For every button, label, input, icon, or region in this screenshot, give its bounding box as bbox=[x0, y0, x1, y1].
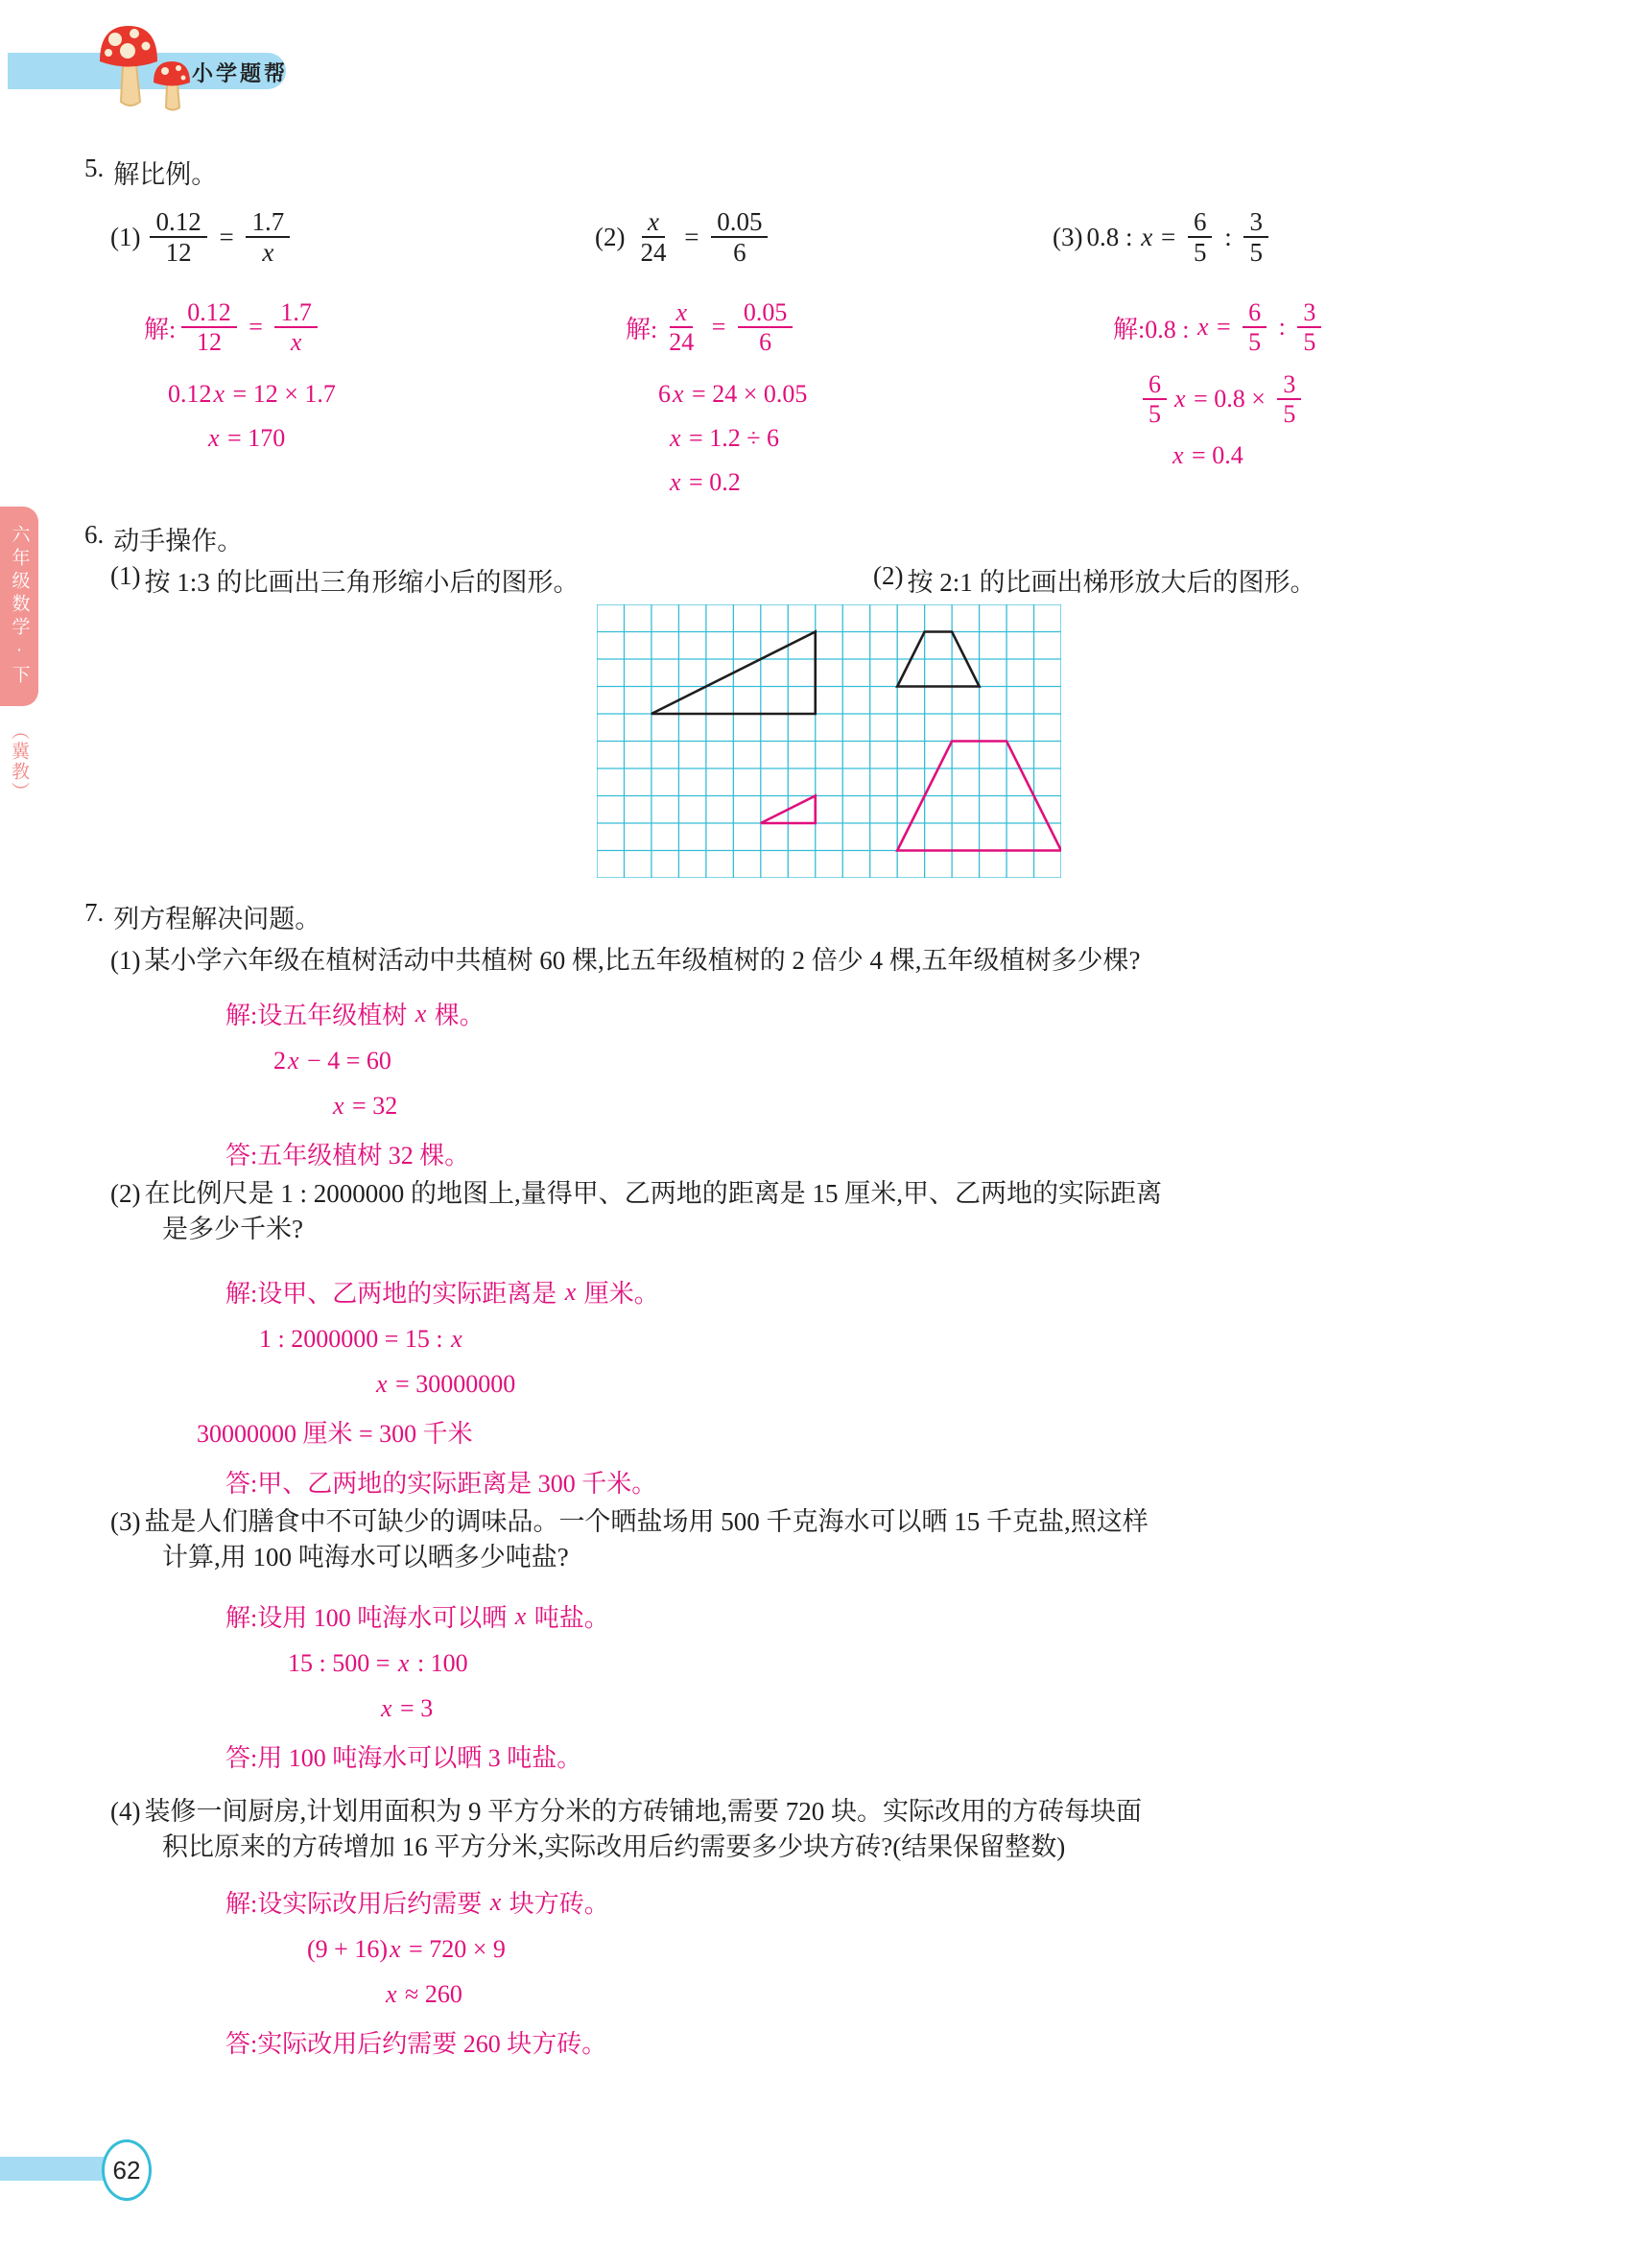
word-problem-3-answer: 答:用 100 吨海水可以晒 3 吨盐。 bbox=[225, 1744, 582, 1772]
problem6-part1-text: (1) 按 1:3 的比画出三角形缩小后的图形。 bbox=[110, 561, 580, 597]
proportion-part-1 bbox=[110, 201, 590, 461]
word-problem-4-answer: 答:实际改用后约需要 260 块方砖。 bbox=[225, 2030, 607, 2058]
sidebar-grade-label: 六年级数学·下 bbox=[9, 525, 30, 688]
word-problem-1-solution-line: 2 x − 4 = 60 bbox=[273, 1047, 391, 1075]
proportion-1-solution-line: x = 170 bbox=[208, 424, 286, 452]
word-problem-2-solution-line: 1 : 2000000 = 15 : x bbox=[259, 1325, 462, 1353]
proportion-1-solution-line: 解: $\frac{0.12}{12}$ = $\frac{1.7}{x}$ bbox=[144, 290, 590, 365]
word-problem-2-solution-line: 解:设甲、乙两地的实际距离是 x 厘米。 bbox=[225, 1277, 659, 1308]
proportion-2-solution-line: 6 x = 24 × 0.05 bbox=[658, 380, 808, 408]
sidebar-grade-tab bbox=[0, 507, 38, 706]
problem6-part2-text: (2) 按 2:1 的比画出梯形放大后的图形。 bbox=[873, 561, 1316, 597]
page-number-badge bbox=[102, 2139, 152, 2201]
word-problem-1-text: (1) 某小学六年级在植树活动中共植树 60 棵,比五年级植树的 2 倍少 4 棵,五年级植树多少棵? bbox=[110, 946, 1141, 975]
problem7-title: 列方程解决问题。 bbox=[113, 905, 321, 933]
word-problem-3-solution-line: 15 : 500 = x : 100 bbox=[288, 1649, 468, 1677]
drawing-grid bbox=[597, 604, 1061, 883]
word-problem-2-text-cont: 是多少千米? bbox=[162, 1215, 303, 1243]
word-problem-4-solution-line: x ≈ 260 bbox=[386, 1980, 462, 2008]
word-problem-1-solution-line: x = 32 bbox=[333, 1092, 398, 1120]
proportion-2-solution-line: x = 0.2 bbox=[670, 468, 741, 496]
word-problem-3-solution-line: 解:设用 100 吨海水可以晒 x 吨盐。 bbox=[225, 1601, 609, 1632]
word-problem-3-text: (3) 盐是人们膳食中不可缺少的调味品。一个晒盐场用 500 千克海水可以晒 15 千克盐,照这样 bbox=[110, 1507, 1149, 1536]
problem6-number: 6. bbox=[84, 520, 105, 549]
page-number: 62 bbox=[112, 2155, 141, 2185]
problem6-heading bbox=[84, 520, 243, 557]
word-problem-2-answer: 答:甲、乙两地的实际距离是 300 千米。 bbox=[225, 1470, 657, 1498]
word-problem-2-solution-line: x = 30000000 bbox=[376, 1370, 516, 1398]
word-problem-4-solution-line: 解:设实际改用后约需要 x 块方砖。 bbox=[225, 1887, 609, 1918]
word-problem-4-solution-line: (9 + 16) x = 720 × 9 bbox=[307, 1935, 506, 1963]
proportion-part-3 bbox=[1053, 201, 1532, 478]
word-problem-4-text: (4) 装修一间厨房,计划用面积为 9 平方分米的方砖铺地,需要 720 块。实际改用的方砖每块面 bbox=[110, 1797, 1142, 1826]
booklet-title: 小学题帮 bbox=[192, 61, 289, 85]
proportion-2-solution-line: 解: $\frac{x}{24}$ = $\frac{0.05}{6}$ bbox=[626, 290, 1075, 365]
word-problem-2 bbox=[110, 1176, 1530, 1500]
proportion-1-problem: (1) $\frac{0.12}{12}$ = $\frac{1.7}{x}$ bbox=[110, 201, 590, 272]
proportion-part-2 bbox=[595, 201, 1075, 505]
problem5-heading bbox=[84, 154, 217, 191]
footer-bar bbox=[0, 2157, 107, 2181]
proportion-2-solution-line: x = 1.2 ÷ 6 bbox=[670, 424, 779, 452]
word-problem-4 bbox=[110, 1794, 1530, 2060]
sidebar-edition-label: （冀教） bbox=[9, 721, 29, 802]
proportion-3-solution-line: $\frac{6}{5}$ x = 0.8 × $\frac{3}{5}$ bbox=[1137, 365, 1532, 434]
word-problem-2-solution-line: 30000000 厘米 = 300 千米 bbox=[197, 1420, 473, 1448]
word-problem-3-solution-line: x = 3 bbox=[381, 1694, 434, 1722]
proportion-3-problem: (3) 0.8 : x = $\frac{6}{5}$ : $\frac{3}{5}$ bbox=[1053, 201, 1532, 272]
word-problem-3 bbox=[110, 1504, 1530, 1774]
word-problem-4-text-cont: 积比原来的方砖增加 16 平方分米,实际改用后约需要多少块方砖?(结果保留整数) bbox=[162, 1832, 1066, 1861]
mushroom-illustration bbox=[96, 21, 203, 118]
word-problem-1-solution-line: 解:设五年级植树 x 棵。 bbox=[225, 999, 485, 1029]
proportion-2-problem: (2) $\frac{x}{24}$ = $\frac{0.05}{6}$ bbox=[595, 201, 1075, 272]
proportion-3-solution-line: x = 0.4 bbox=[1172, 441, 1243, 469]
problem6-title: 动手操作。 bbox=[113, 527, 244, 555]
proportion-3-solution-line: 解:0.8 : x = $\frac{6}{5}$ : $\frac{3}{5}$ bbox=[1113, 290, 1532, 365]
problem5-number: 5. bbox=[84, 154, 105, 182]
word-problem-3-text-cont: 计算,用 100 吨海水可以晒多少吨盐? bbox=[162, 1543, 569, 1571]
word-problem-1 bbox=[110, 943, 1530, 1171]
proportion-1-solution-line: 0.12 x = 12 × 1.7 bbox=[168, 380, 336, 408]
word-problem-1-answer: 答:五年级植树 32 棵。 bbox=[225, 1142, 470, 1169]
problem5-title: 解比例。 bbox=[113, 160, 218, 189]
problem7-heading bbox=[84, 898, 320, 935]
word-problem-2-text: (2) 在比例尺是 1 : 2000000 的地图上,量得甲、乙两地的距离是 15 厘米,甲、乙两地的实际距离 bbox=[110, 1179, 1162, 1208]
problem7-number: 7. bbox=[84, 898, 105, 927]
